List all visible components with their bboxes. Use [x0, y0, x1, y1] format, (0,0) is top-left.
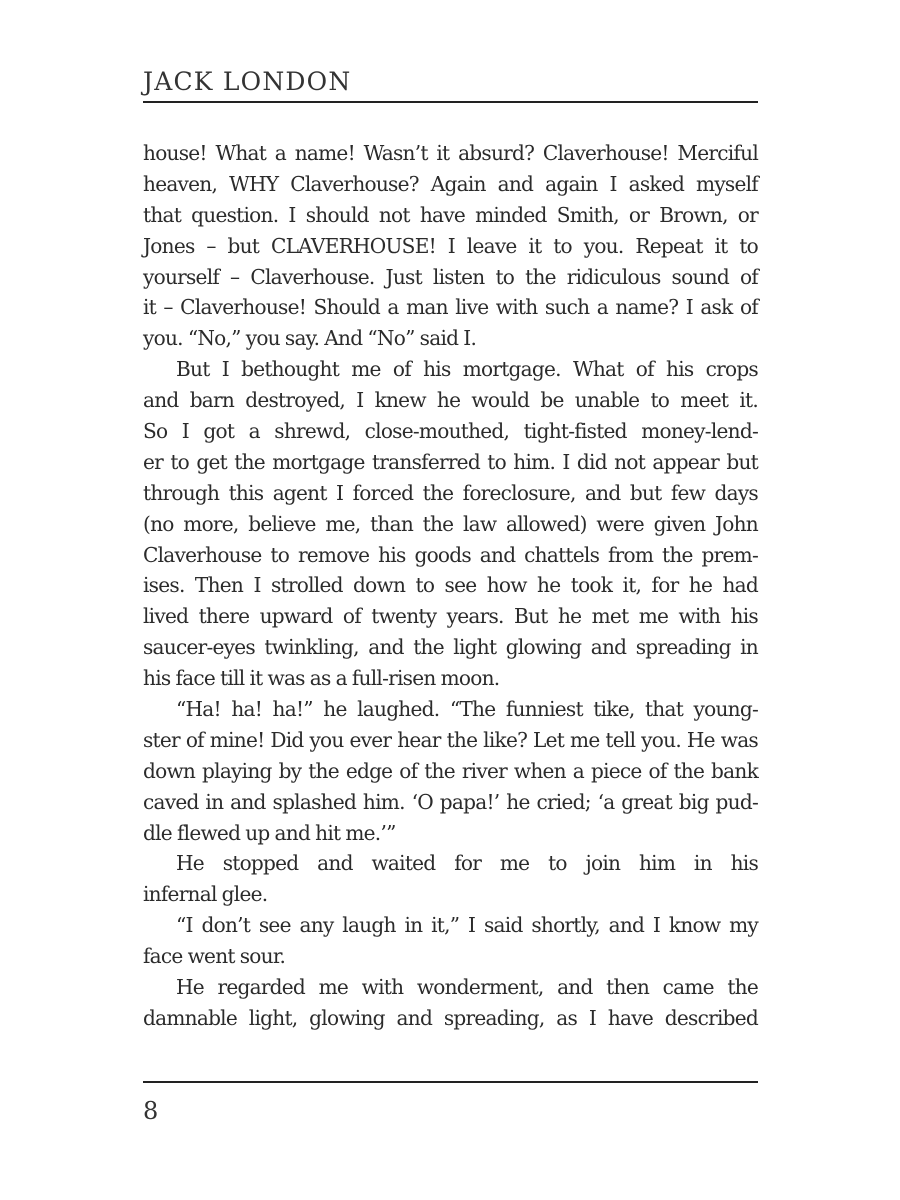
page-number: 8	[143, 1097, 159, 1125]
text-line: damnable light, glowing and spreading, as I have described	[143, 1005, 758, 1030]
text-line: So I got a shrewd, close-mouthed, tight-fisted money-lend-	[143, 419, 758, 444]
text-line: his face till it was as a full-risen moon.	[143, 666, 500, 691]
text-line: that question. I should not have minded Smith, or Brown, or	[143, 202, 758, 227]
text-line: heaven, WHY Claverhouse? Again and again I asked myself	[143, 171, 758, 196]
text-line: He stopped and waited for me to join him in his	[176, 851, 758, 876]
text-line: lived there upward of twenty years. But he met me with his	[143, 604, 758, 629]
running-head: JACK LONDON	[143, 67, 352, 96]
text-line: saucer-eyes twinkling, and the light glowing and spreading in	[143, 635, 758, 660]
text-line: Claverhouse to remove his goods and chattels from the prem-	[143, 542, 758, 567]
text-line: face went sour.	[143, 944, 286, 969]
header-rule	[143, 101, 758, 103]
text-line: down playing by the edge of the river when a piece of the bank	[143, 758, 758, 783]
text-line: But I bethought me of his mortgage. What of his crops	[176, 357, 758, 382]
text-line: infernal glee.	[143, 882, 268, 907]
text-line: ises. Then I strolled down to see how he took it, for he had	[143, 573, 758, 598]
text-line: (no more, believe me, than the law allowed) were given John	[143, 511, 758, 536]
text-line: dle flewed up and hit me.’”	[143, 820, 396, 845]
footer-rule	[143, 1081, 758, 1083]
text-line: er to get the mortgage transferred to him. I did not appear but	[143, 449, 758, 474]
text-line: through this agent I forced the foreclosure, and but few days	[143, 480, 758, 505]
text-line: “Ha! ha! ha!” he laughed. “The funniest tike, that young-	[176, 697, 758, 722]
text-line: yourself – Claverhouse. Just listen to the ridiculous sound of	[143, 264, 758, 289]
text-line: it – Claverhouse! Should a man live with such a name? I ask of	[143, 295, 758, 320]
text-line: house! What a name! Wasn’t it absurd? Claverhouse! Merciful	[143, 141, 758, 165]
text-line: “I don’t see any laugh in it,” I said shortly, and I know my	[176, 913, 758, 938]
body-text	[143, 138, 758, 1034]
text-line: ster of mine! Did you ever hear the like? Let me tell you. He was	[143, 727, 758, 752]
text-line: and barn destroyed, I knew he would be unable to meet it.	[143, 388, 758, 413]
text-line: you. “No,” you say. And “No” said I.	[143, 326, 477, 351]
text-line: Jones – but CLAVERHOUSE! I leave it to you. Repeat it to	[143, 233, 758, 258]
text-line: caved in and splashed him. ‘O papa!’ he cried; ‘a great big pud-	[143, 789, 758, 814]
text-line: He regarded me with wonderment, and then came the	[176, 975, 758, 1000]
